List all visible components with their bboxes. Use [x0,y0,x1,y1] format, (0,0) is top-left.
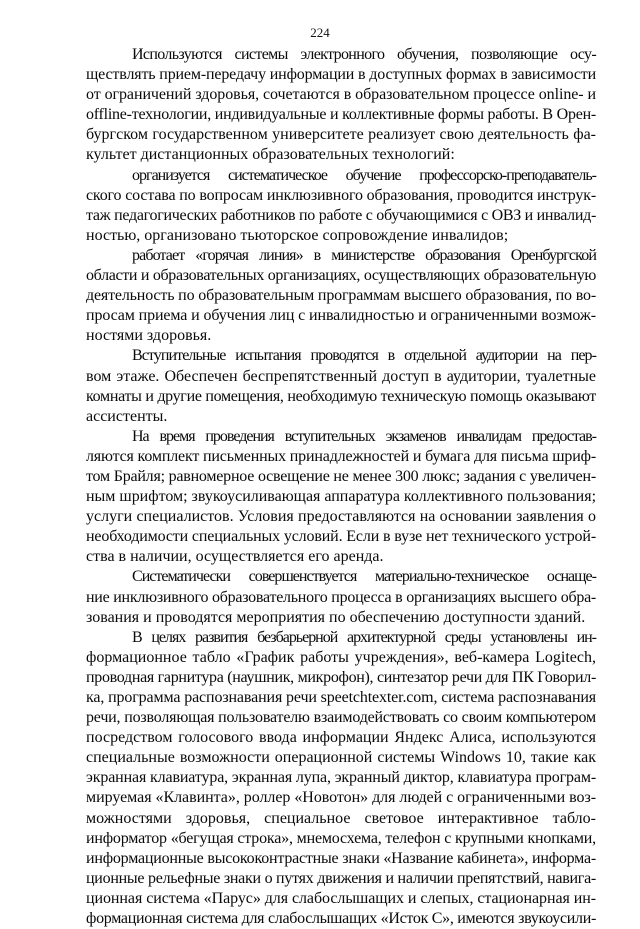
text-line: таж педагогических работников по работе с обучающимися с ОВЗ и инвалид- [86,206,596,224]
text-line: специальные возможности операционной системы Windows 10, такие как [86,749,596,767]
paragraph [86,45,596,166]
text-line: Систематически совершенствуется материально-техническое оснаще- [132,568,596,586]
text-line: просам приема и обучения лиц с инвалидностью и ограниченными возмож- [86,307,596,325]
text-line: ляются комплект письменных принадлежностей и бумага для письма шриф- [86,447,596,465]
text-line: работает «горячая линия» в министерстве образования Оренбургской [132,246,596,264]
text-line: можностями здоровья, специальное световое интерактивное табло- [86,809,596,827]
text-line: ционная система «Парус» для слабослышащих и слепых, стационарная ин- [86,889,596,907]
text-line: ным шрифтом; звукоусиливающая аппаратура коллективного пользования; [86,488,597,506]
paragraph [86,346,596,426]
text-line: деятельность по образовательным программам высшего образования, по во- [86,287,596,305]
text-line: ассистенты. [86,407,168,425]
text-line: от ограничений здоровья, сочетаются в образовательном процессе online- и [86,86,596,104]
text-line: ства в наличии, осуществляется его аренда. [86,548,384,566]
text-line: формационная система для слабослышащих «Исток С», имеются звукоусили- [86,910,596,928]
text-line: том Брайля; равномерное освещение не менее 300 люкс; задания с увеличен- [86,467,596,485]
page-number: 224 [310,25,330,40]
paragraph [86,567,596,627]
text-line: ского состава по вопросам инклюзивного образования, проводится инструк- [86,186,596,204]
text-line: offline-технологии, индивидуальные и коллективные формы работы. В Орен- [86,106,596,124]
body-text [86,45,596,929]
text-line: комнаты и другие помещения, необходимую техническую помощь оказывают [86,387,596,405]
text-line: необходимости специальных условий. Если в вузе нет технического устрой- [86,528,596,546]
text-line: культет дистанционных образовательных технологий: [86,146,455,164]
text-line: ние инклюзивного образовательного процесса в организациях высшего обра- [86,588,596,606]
text-line: посредством голосового ввода информации Яндекс Алиса, используются [86,729,596,747]
text-line: мируемая «Клавинта», роллер «Новотон» для людей с ограниченными воз- [86,789,597,807]
text-line: области и образовательных организациях, осуществляющих образовательную [86,267,596,285]
text-line: речи, позволяющая пользователю взаимодействовать со своим компьютером [86,709,596,727]
text-line: Используются системы электронного обучения, позволяющие осу- [132,46,596,63]
text-line: зования и проводятся мероприятия по обеспечению доступности зданий. [86,608,586,626]
text-line: В целях развития безбарьерной архитектурной среды установлены ин- [132,628,596,646]
text-line: организуется систематическое обучение профессорско-преподаватель- [132,166,596,184]
text-line: услуги специалистов. Условия предоставляются на основании заявления о [86,508,596,526]
paragraph [86,246,596,346]
text-line: проводная гарнитура (наушник, микрофон), синтезатор речи для ПК Говорил- [86,668,596,686]
paragraph [86,166,596,246]
text-line: информатор «бегущая строка», мнемосхема, телефон с крупными кнопками, [86,829,596,847]
text-line: ностью, организовано тьюторское сопровождение инвалидов; [86,226,509,244]
paragraph [86,628,596,929]
text-line: бургском государственном университете реализует свою деятельность фа- [86,126,596,144]
text-line: На время проведения вступительных экзаменов инвалидам предостав- [132,427,596,445]
text-line: формационное табло «График работы учреждения», веб-камера Logitech, [86,648,596,666]
text-line: ка, программа распознавания речи speetchtexter.com, система распознавания [86,689,597,706]
text-line: ществлять прием-передачу информации в доступных формах в зависимости [86,66,596,84]
text-line: вом этаже. Обеспечен беспрепятственный доступ в аудитории, туалетные [86,367,596,385]
text-line: информационные высококонтрастные знаки «Название кабинета», информа- [86,849,596,867]
text-line: ционные рельефные знаки о путях движения и наличии препятствий, навига- [86,869,596,887]
text-line: Вступительные испытания проводятся в отдельной аудитории на пер- [132,347,596,365]
paragraph [86,427,596,568]
text-line: экранная клавиатура, экранная лупа, экранный диктор, клавиатура програм- [86,769,597,787]
text-line: ностями здоровья. [86,327,212,345]
